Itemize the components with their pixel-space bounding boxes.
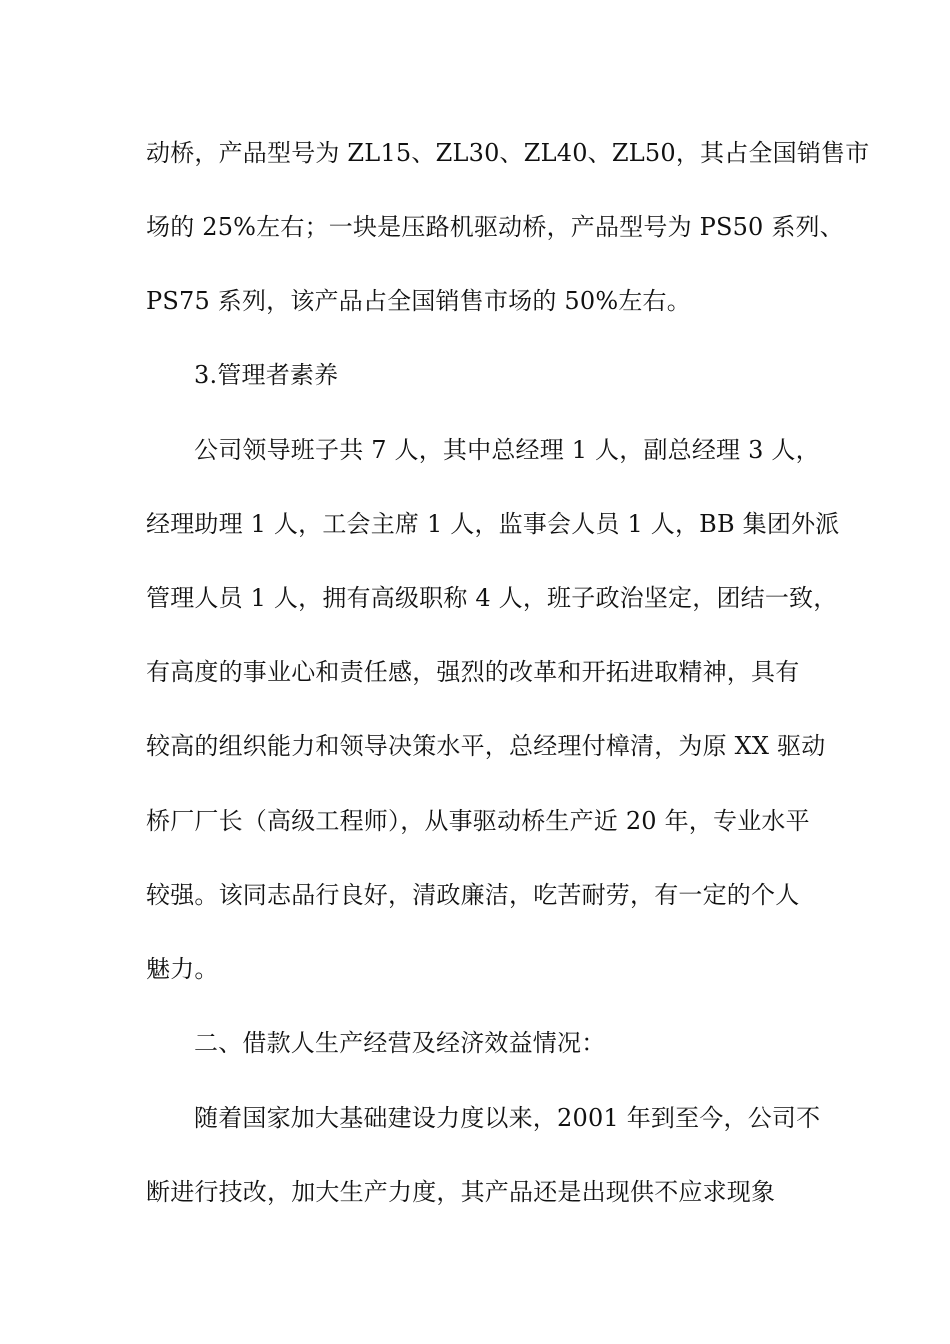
text-line: 公司领导班子共 7 人，其中总经理 1 人，副总经理 3 人， bbox=[194, 436, 820, 464]
text-line: 有高度的事业心和责任感，强烈的改革和开拓进取精神，具有 bbox=[146, 658, 800, 686]
text-line: 断进行技改，加大生产力度，其产品还是出现供不应求现象 bbox=[146, 1178, 776, 1206]
text-line: 较强。该同志品行良好，清政廉洁，吃苦耐劳，有一定的个人 bbox=[146, 881, 800, 909]
text-line: 魅力。 bbox=[146, 955, 219, 983]
section-heading: 二、借款人生产经营及经济效益情况： bbox=[194, 1029, 606, 1057]
text-line: 桥厂厂长（高级工程师），从事驱动桥生产近 20 年，专业水平 bbox=[146, 807, 810, 835]
text-line: 动桥，产品型号为 ZL15、ZL30、ZL40、ZL50，其占全国销售市 bbox=[146, 139, 870, 167]
text-line: PS75 系列，该产品占全国销售市场的 50%左右。 bbox=[146, 287, 691, 315]
text-line: 随着国家加大基础建设力度以来，2001 年到至今，公司不 bbox=[194, 1104, 821, 1132]
text-line: 管理人员 1 人，拥有高级职称 4 人，班子政治坚定，团结一致， bbox=[146, 584, 838, 612]
section-heading: 3.管理者素养 bbox=[194, 361, 339, 389]
text-line: 场的 25%左右；一块是压路机驱动桥，产品型号为 PS50 系列、 bbox=[146, 213, 844, 241]
text-line: 较高的组织能力和领导决策水平，总经理付樟清，为原 XX 驱动 bbox=[146, 732, 826, 760]
text-line: 经理助理 1 人，工会主席 1 人，监事会人员 1 人，BB 集团外派 bbox=[146, 510, 840, 538]
